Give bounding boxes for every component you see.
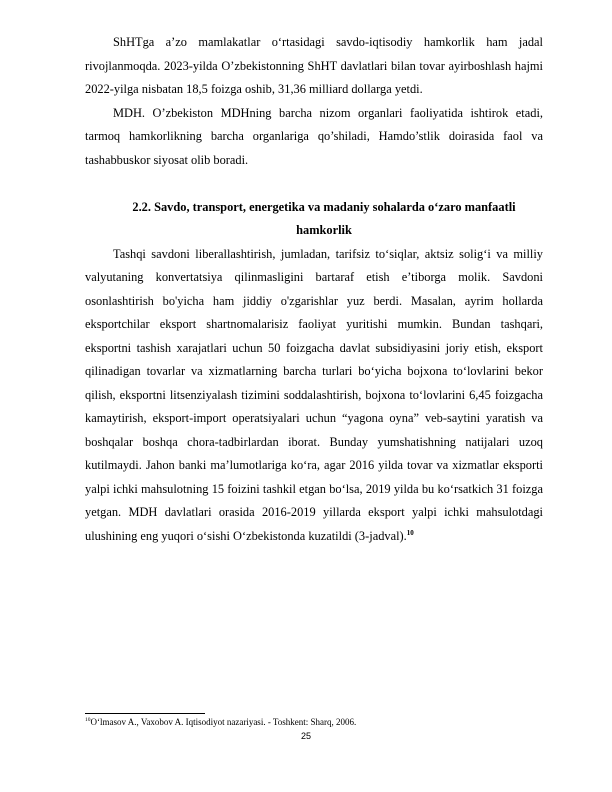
section-heading-line-1: 2.2. Savdo, transport, energetika va madaniy sohalarda o‘zaro manfaatli — [132, 199, 516, 214]
page-content — [85, 31, 543, 548]
page-number: 25 — [300, 731, 311, 741]
footnote-text: O‘lmasov A., Vaxobov A. Iqtisodiyot nazariyasi. - Toshkent: Sharq, 2006. — [90, 717, 357, 727]
section-heading-line-2: hamkorlik — [296, 223, 352, 237]
paragraph-sco-trade — [85, 31, 543, 102]
paragraph-cis — [85, 102, 543, 173]
blank-line — [85, 172, 543, 196]
footnote-number: 10 — [85, 717, 91, 723]
footnote-separator — [85, 713, 205, 714]
footnote — [85, 716, 356, 728]
paragraph-trade-liberalization — [85, 243, 543, 549]
paragraph-text: Tashqi savdoni liberallashtirish, jumladan, tarifsiz to‘siqlar, aktsiz solig‘i va milliy valyutaning konvertatsiya qilinmasligini bartaraf etish e’tiborga molik. Savdoni osonlashtirish bo'yicha ham jiddiy o'zgarishlar yuz berdi. Masalan, ayrim hollarda eksportchilar eksport shartnomalarisiz faoliyat yuritishi mumkin. Bundan tashqari, eksportni tashish xarajatlari uchun 50 foizgacha davlat subsidiyasini joriy etish, eksport qilinadigan tovarlar va xizmatlarning barcha turlari bo‘yicha bojxona to‘lovlarini bekor qilish, eksportni litsenziyalash tizimini soddalashtirish, bojxona to‘lovlarini 6,45 foizgacha kamaytirish, eksport-import operatsiyalari uchun “yagona oyna” veb-saytini yaratish va boshqalar boshqa chora-tadbirlardan iborat. Bunday yumshatishning natijalari uzoq kutilmaydi. Jahon banki ma’lumotlariga ko‘ra, agar 2016 yilda tovar va xizmatlar eksporti yalpi ichki mahsulotning 15 foizini tashkil etgan bo‘lsa, 2019 yilda bu ko‘rsatkich 31 foizga yetgan. MDH davlatlari orasida 2016-2019 yillarda eksport yalpi ichki mahsulotdagi ulushining eng yuqori o‘sishi O‘zbekistonda kuzatildi (3-jadval). — [85, 246, 543, 543]
paragraph-text: MDH. O’zbekiston MDHning barcha nizom organlari faoliyatida ishtirok etadi, tarmoq hamkorlikning barcha organlariga qo’shiladi, Hamdo’stlik doirasida faol va tashabbuskor siyosat olib boradi. — [85, 105, 543, 167]
footnote-reference[interactable]: 10 — [406, 528, 414, 537]
paragraph-text: ShHTga a’zo mamlakatlar o‘rtasidagi savdo-iqtisodiy hamkorlik ham jadal rivojlanmoqda. 2023-yilda O’zbekistonning ShHT davlatlari bilan tovar ayirboshlash hajmi 2022-yilga nisbatan 18,5 foizga oshib, 31,36 milliard dollarga yetdi. — [85, 35, 543, 96]
section-heading — [85, 196, 543, 243]
